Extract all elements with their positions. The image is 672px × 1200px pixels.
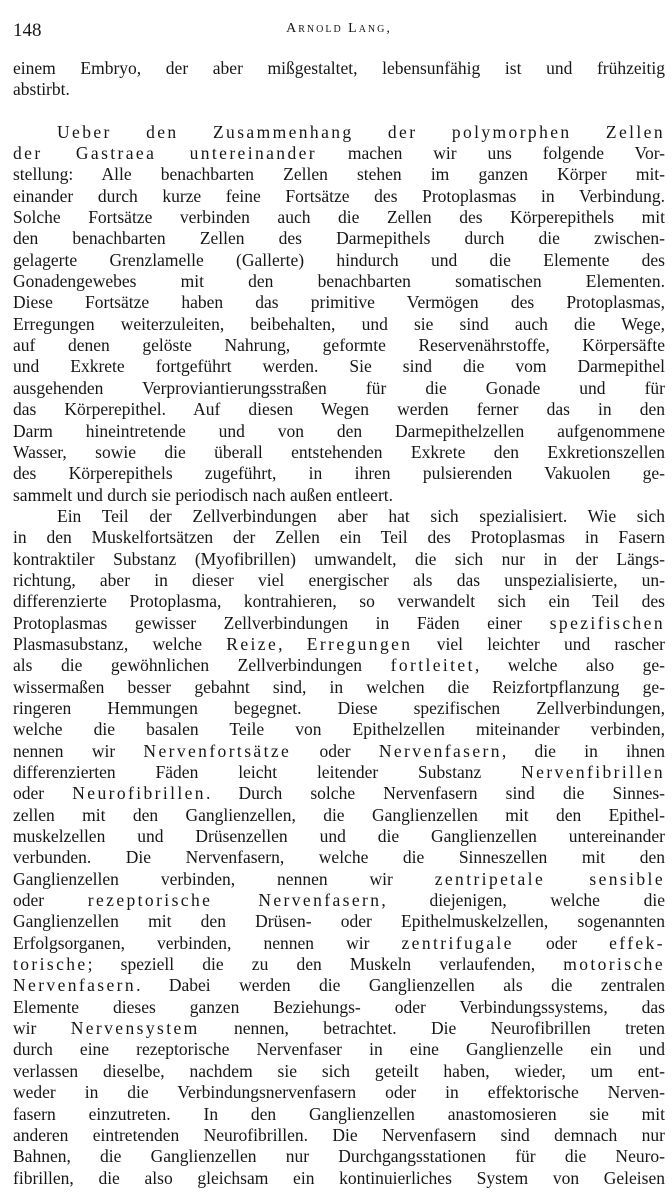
text-run: auf denen gelöste Nahrung, geformte Reservenährstoffe, Körpersäfte bbox=[13, 335, 665, 356]
text-line bbox=[13, 506, 665, 527]
text-run: verlassen dieselbe, nachdem sie sich geteilt haben, wieder, um ent- bbox=[13, 1060, 665, 1081]
text-run: welche die basalen Teile von Epithelzellen miteinander verbinden, bbox=[13, 719, 665, 740]
text-line bbox=[13, 378, 665, 399]
text-line bbox=[13, 1104, 665, 1125]
text-run: , bbox=[278, 633, 307, 654]
text-line bbox=[13, 79, 665, 100]
text-line bbox=[13, 442, 665, 463]
text-run: verbunden. Die Nervenfasern, welche die Sinneszellen mit den bbox=[13, 847, 665, 868]
text-run: durch eine rezeptorische Nervenfaser in eine Ganglienzelle ein und bbox=[13, 1039, 665, 1060]
text-line bbox=[13, 847, 665, 868]
spaced-emphasis: Nervenfibrillen bbox=[521, 762, 665, 782]
spaced-emphasis: Ueber den Zusammenhang der polymorphen Zellen bbox=[57, 121, 665, 142]
text-line bbox=[13, 1168, 665, 1189]
text-line bbox=[13, 1125, 665, 1146]
text-run: kontraktiler Substanz (Myofibrillen) umwandelt, die sich nur in der Längs- bbox=[13, 548, 665, 569]
text-run: ausgehenden Verproviantierungsstraßen für die Gonade und für bbox=[13, 377, 665, 398]
text-run: einander durch kurze feine Fortsätze des Protoplasmas in Verbindung. bbox=[13, 185, 665, 206]
text-run: Solche Fortsätze verbinden auch die Zellen des Körperepithels mit bbox=[13, 207, 665, 228]
text-line bbox=[13, 122, 665, 143]
text-line bbox=[13, 485, 665, 506]
text-run: ringeren Hemmungen begegnet. Diese spezifischen Zellverbindungen, bbox=[13, 697, 665, 718]
spaced-emphasis: der Gastraea untereinander bbox=[13, 143, 317, 164]
text-line bbox=[13, 143, 665, 164]
text-run: anderen eintretenden Neurofibrillen. Die Nervenfasern sind demnach nur bbox=[13, 1124, 665, 1145]
spaced-emphasis: zentripetale sensible bbox=[434, 868, 665, 889]
text-run: , die in ihnen bbox=[501, 740, 665, 761]
text-run: , welche also ge- bbox=[474, 655, 665, 676]
text-run: oder bbox=[13, 890, 88, 911]
text-line bbox=[13, 975, 665, 996]
text-line bbox=[13, 954, 665, 975]
text-run: Ein Teil der Zellverbindungen aber hat sich spezialisiert. Wie sich bbox=[57, 505, 665, 526]
text-line bbox=[13, 58, 665, 79]
spaced-emphasis: Nervenfasern bbox=[378, 740, 502, 761]
running-head: Arnold Lang, bbox=[286, 21, 392, 36]
page-header bbox=[13, 20, 665, 44]
text-run: richtung, aber in dieser viel energischer als das unspezialisierte, un- bbox=[13, 569, 665, 590]
text-line bbox=[13, 890, 665, 911]
text-run: . Dabei werden die Ganglienzellen als die zentralen bbox=[136, 975, 665, 996]
text-run: viel leichter und rascher bbox=[412, 633, 666, 654]
text-run: zellen mit den Ganglienzellen, die Ganglienzellen mit den Epithel- bbox=[13, 804, 665, 825]
text-line bbox=[13, 228, 665, 249]
text-line bbox=[13, 1061, 665, 1082]
text-line bbox=[13, 677, 665, 698]
text-run: . Durch solche Nervenfasern sind die Sinnes- bbox=[205, 783, 665, 804]
text-run: Diese Fortsätze haben das primitive Vermögen des Protoplasmas, bbox=[13, 292, 665, 313]
text-line bbox=[13, 719, 665, 740]
text-line bbox=[13, 613, 665, 634]
text-line bbox=[13, 1082, 665, 1103]
text-run: fibrillen, die also gleichsam ein kontinuierliches System von Geleisen bbox=[13, 1167, 665, 1188]
text-line bbox=[13, 698, 665, 719]
spaced-emphasis: torische bbox=[13, 954, 88, 975]
text-line bbox=[13, 399, 665, 420]
spaced-emphasis: Reize bbox=[226, 633, 279, 654]
text-line bbox=[13, 463, 665, 484]
text-run: , diejenigen, welche die bbox=[381, 890, 665, 911]
text-run: Wasser, sowie die überall entstehenden Exkrete den Exkretionszellen bbox=[13, 441, 665, 462]
text-line bbox=[13, 591, 665, 612]
spaced-emphasis: Nervensystem bbox=[70, 1018, 200, 1039]
text-run: gelagerte Grenzlamelle (Gallerte) hindurch und die Elemente des bbox=[13, 249, 665, 270]
text-line bbox=[13, 314, 665, 335]
text-line bbox=[13, 207, 665, 228]
text-run: einem Embryo, der aber mißgestaltet, lebensunfähig ist und frühzeitig bbox=[13, 58, 665, 78]
text-run: Erregungen weiterzuleiten, beibehalten, und sie sind auch die Wege, bbox=[13, 313, 665, 334]
text-run: oder bbox=[291, 740, 379, 761]
spaced-emphasis: rezeptorische Nervenfasern bbox=[87, 890, 382, 911]
text-line bbox=[13, 164, 665, 185]
text-line bbox=[13, 869, 665, 890]
text-line bbox=[13, 762, 665, 783]
text-run: nennen wir bbox=[13, 740, 144, 761]
text-run: machen wir uns folgende Vor- bbox=[317, 143, 665, 164]
text-run: abstirbt. bbox=[13, 79, 70, 100]
text-run: Gonadengewebes mit den benachbarten somatischen Elementen. bbox=[13, 271, 665, 292]
text-run: Elemente dieses ganzen Beziehungs- oder Verbindungssystems, das bbox=[13, 996, 665, 1017]
spaced-emphasis: Nervenfortsätze bbox=[143, 740, 292, 761]
text-run: wissermaßen besser gebahnt sind, in welchen die Reizfortpflanzung ge- bbox=[13, 676, 665, 697]
text-run: stellung: Alle benachbarten Zellen stehen im ganzen Körper mit- bbox=[13, 164, 665, 185]
text-run: den benachbarten Zellen des Darmepithels durch die zwischen- bbox=[13, 228, 665, 249]
text-line bbox=[13, 933, 665, 954]
text-run: nennen, betrachtet. Die Neurofibrillen treten bbox=[199, 1018, 666, 1039]
text-line bbox=[13, 527, 665, 548]
text-line bbox=[13, 826, 665, 847]
text-run: des Körperepithels zugeführt, in ihren pulsierenden Vakuolen ge- bbox=[13, 463, 665, 484]
text-run: Protoplasmas gewisser Zellverbindungen in Fäden einer bbox=[13, 612, 550, 633]
text-run: Erfolgsorganen, verbinden, nennen wir bbox=[13, 932, 402, 953]
text-run: Plasmasubstanz, welche bbox=[13, 633, 227, 654]
text-run: als die gewöhnlichen Zellverbindungen bbox=[13, 655, 391, 676]
text-line bbox=[13, 250, 665, 271]
text-line bbox=[13, 421, 665, 442]
text-line bbox=[13, 805, 665, 826]
text-run: muskelzellen und Drüsenzellen und die Ganglienzellen untereinander bbox=[13, 826, 665, 847]
text-run: wir bbox=[13, 1018, 71, 1039]
text-run: weder in die Verbindungsnervenfasern oder in effektorische Nerven- bbox=[13, 1082, 665, 1103]
text-run: Ganglienzellen mit den Drüsen- oder Epithelmuskelzellen, sogenannten bbox=[13, 911, 665, 932]
text-line bbox=[13, 911, 665, 932]
text-line bbox=[13, 549, 665, 570]
spaced-emphasis: Erregungen bbox=[306, 633, 413, 654]
text-line bbox=[13, 783, 665, 804]
spaced-emphasis: spezifischen bbox=[549, 612, 665, 633]
text-run: oder bbox=[513, 932, 610, 953]
body-text bbox=[13, 58, 665, 1189]
text-run: Darm hineintretende und von den Darmepithelzellen aufgenommene bbox=[13, 420, 665, 441]
text-line bbox=[13, 356, 665, 377]
text-run: das Körperepithel. Auf diesen Wegen werden ferner das in den bbox=[13, 399, 665, 420]
spaced-emphasis: motorische bbox=[563, 954, 665, 975]
text-run: differenzierte Protoplasma, kontrahieren, so verwandelt sich ein Teil des bbox=[13, 591, 665, 612]
text-run: oder bbox=[13, 783, 73, 804]
text-run: fasern einzutreten. In den Ganglienzellen anastomosieren sie mit bbox=[13, 1103, 665, 1124]
page-number: 148 bbox=[13, 20, 42, 41]
text-run: Bahnen, die Ganglienzellen nur Durchgangsstationen für die Neuro- bbox=[13, 1146, 665, 1167]
text-line bbox=[13, 997, 665, 1018]
text-line bbox=[13, 1146, 665, 1167]
text-line bbox=[13, 271, 665, 292]
text-line bbox=[13, 335, 665, 356]
text-line bbox=[13, 1039, 665, 1060]
text-line bbox=[13, 292, 665, 313]
text-run: sammelt und durch sie periodisch nach außen entleert. bbox=[13, 484, 394, 505]
text-line bbox=[13, 741, 665, 762]
text-run: differenzierten Fäden leicht leitender Substanz bbox=[13, 762, 522, 782]
text-run: Ganglienzellen verbinden, nennen wir bbox=[13, 868, 435, 889]
spaced-emphasis: Nervenfasern bbox=[13, 975, 137, 996]
text-line bbox=[13, 655, 665, 676]
text-line bbox=[13, 186, 665, 207]
text-line bbox=[13, 570, 665, 591]
spaced-emphasis: fortleitet bbox=[390, 655, 475, 676]
spaced-emphasis: effek- bbox=[609, 932, 665, 953]
text-line bbox=[13, 1018, 665, 1039]
text-run: und Exkrete fortgeführt werden. Sie sind die vom Darmepithel bbox=[13, 356, 665, 377]
text-run: ; speziell die zu den Muskeln verlaufenden, bbox=[87, 954, 564, 975]
text-run: in den Muskelfortsätzen der Zellen ein Teil des Protoplasmas in Fasern bbox=[13, 527, 665, 548]
spaced-emphasis: zentrifugale bbox=[401, 932, 514, 953]
spaced-emphasis: Neurofibrillen bbox=[72, 783, 206, 804]
text-line bbox=[13, 634, 665, 655]
